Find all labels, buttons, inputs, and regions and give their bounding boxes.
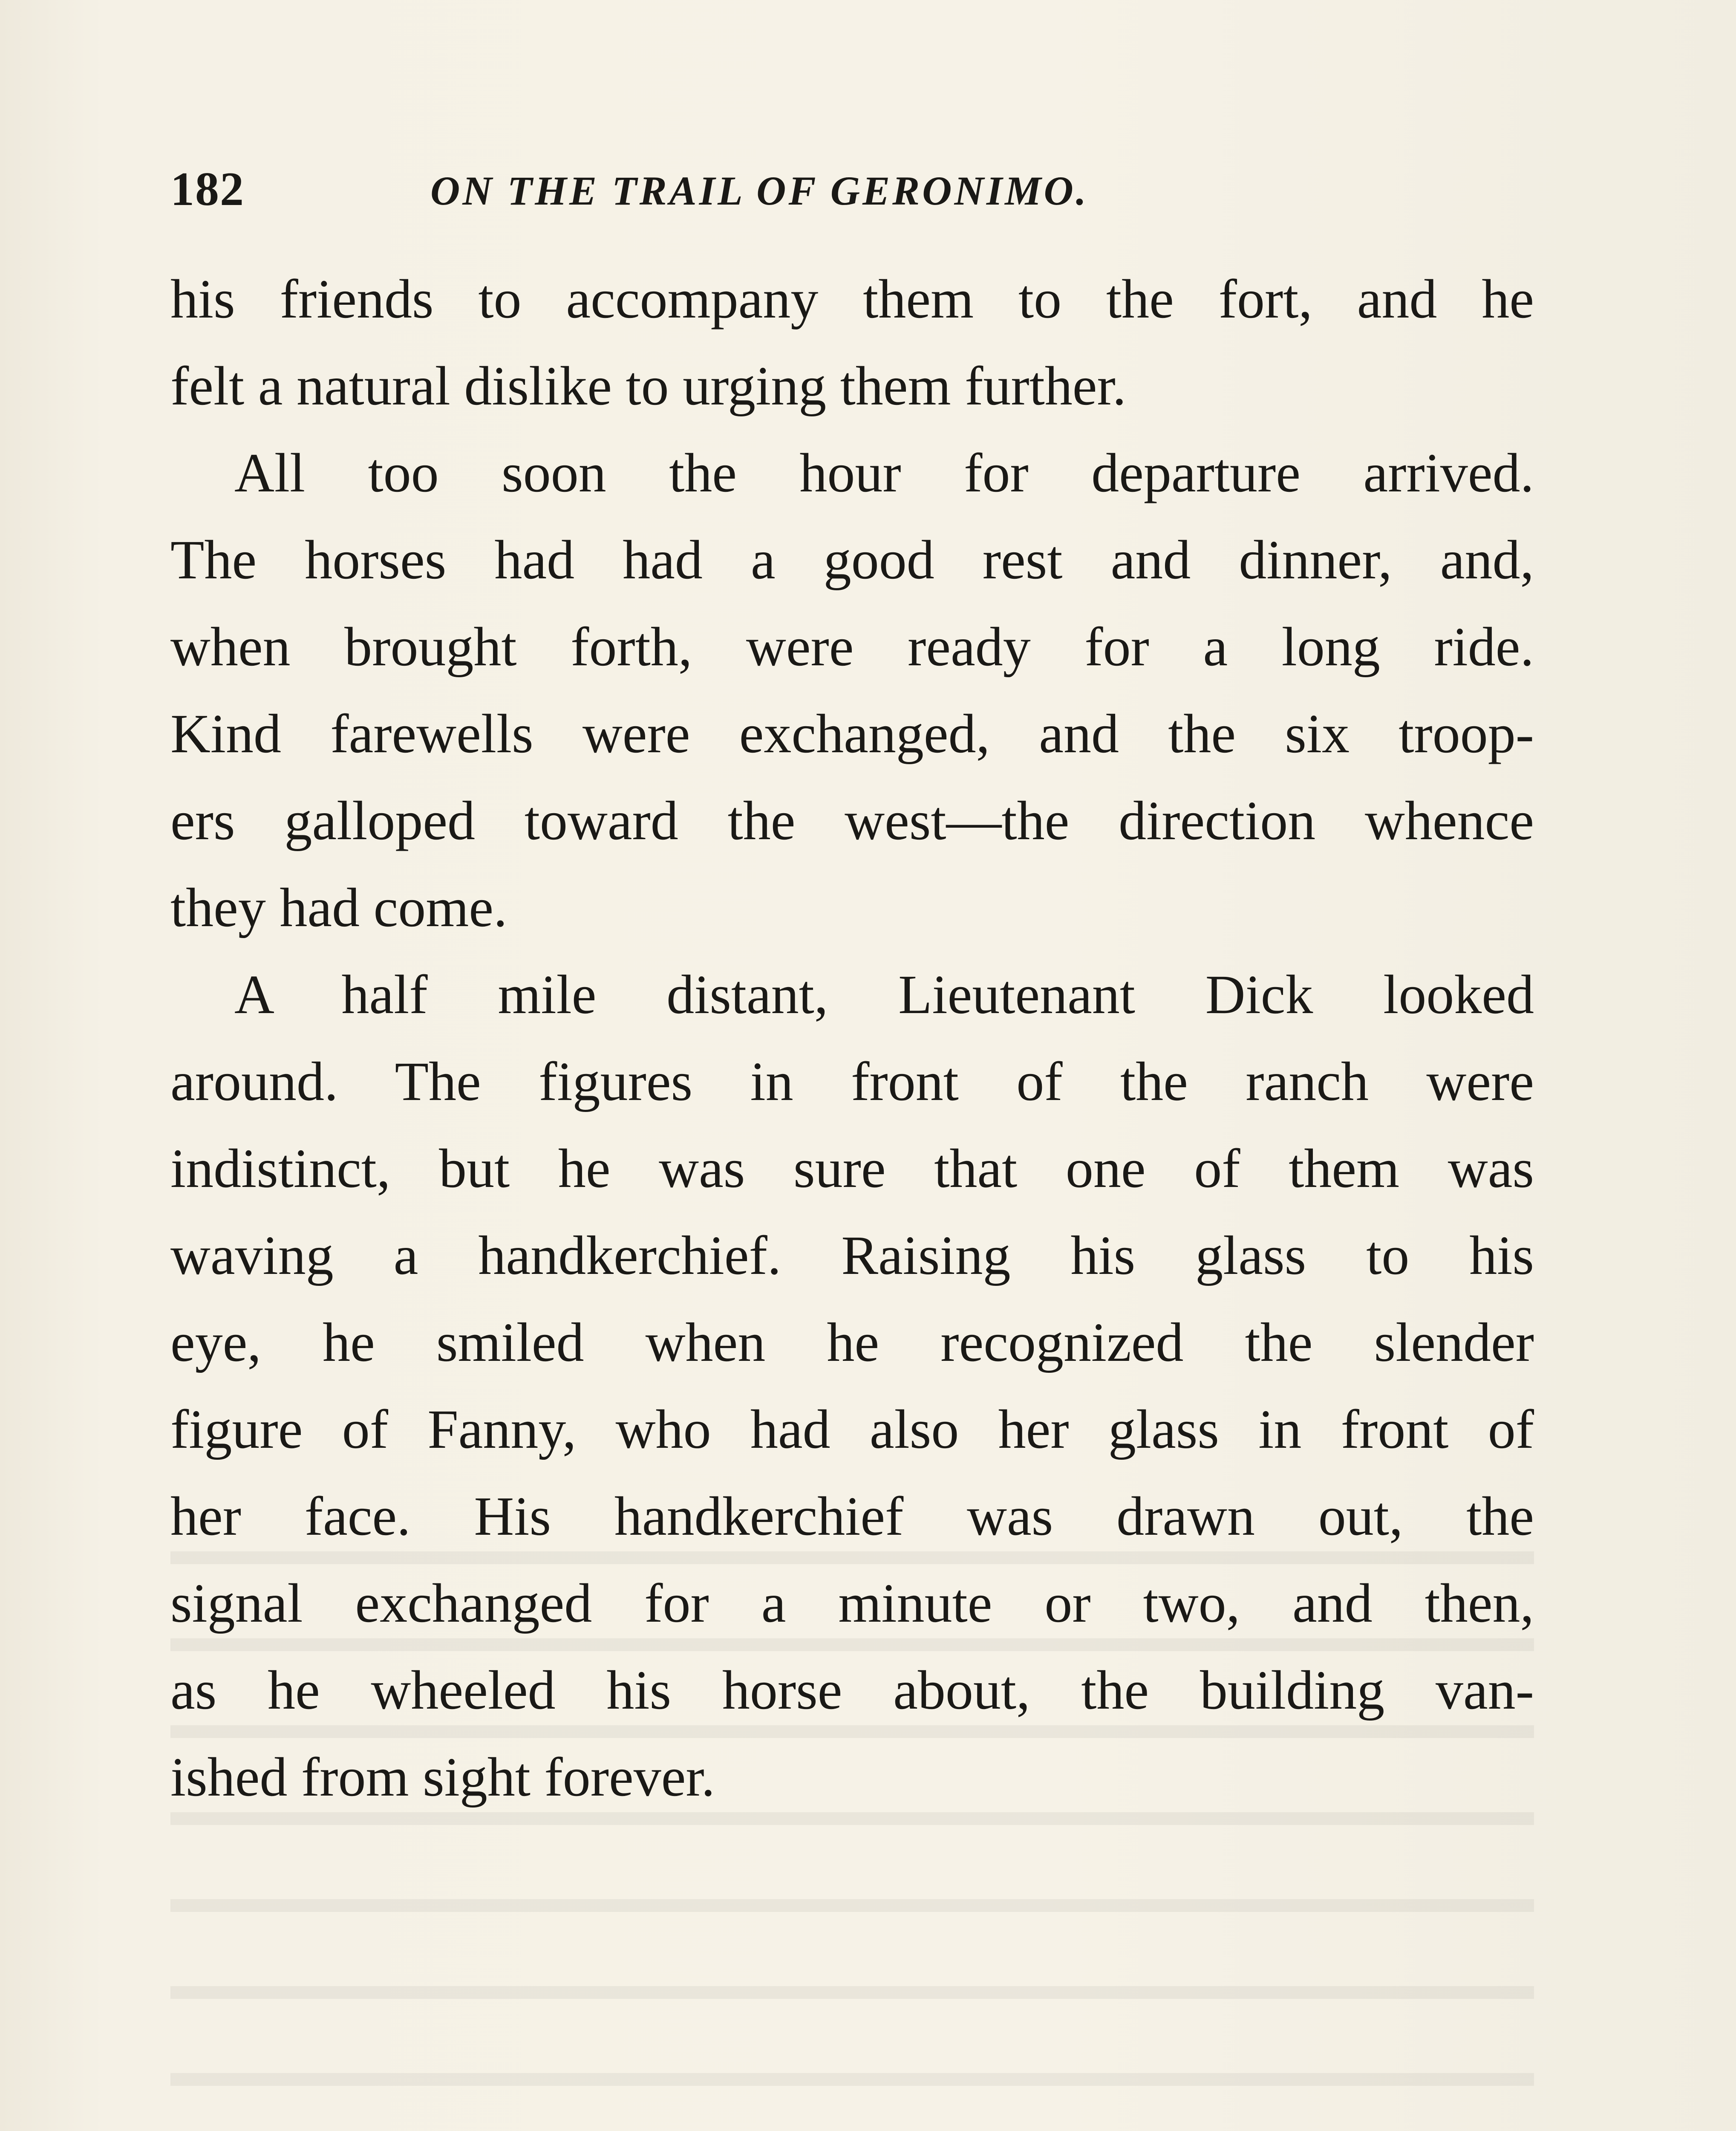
text-line: A half mile distant, Lieutenant Dick looked <box>234 964 1534 1025</box>
body-text <box>170 256 1534 1821</box>
text-line: ished from sight forever. <box>170 1747 715 1808</box>
text-line: felt a natural dislike to urging them further. <box>170 355 1127 417</box>
text-line: All too soon the hour for departure arrived. <box>234 442 1534 504</box>
text-line: figure of Fanny, who had also her glass in front of <box>170 1399 1534 1460</box>
text-line: signal exchanged for a minute or two, and then, <box>170 1573 1534 1634</box>
paragraph-2 <box>170 430 1534 951</box>
text-line: indistinct, but he was sure that one of them was <box>170 1138 1534 1199</box>
text-line: ers galloped toward the west—the direction whence <box>170 790 1534 852</box>
text-line: waving a handkerchief. Raising his glass to his <box>170 1225 1534 1286</box>
text-line: her face. His handkerchief was drawn out, the <box>170 1486 1534 1547</box>
page-number: 182 <box>170 163 245 216</box>
paragraph-1 <box>170 256 1534 430</box>
text-line: they had come. <box>170 877 508 938</box>
page-header <box>170 158 1534 217</box>
text-line: as he wheeled his horse about, the building van- <box>170 1660 1534 1721</box>
text-line: when brought forth, were ready for a long ride. <box>170 616 1534 678</box>
text-line: eye, he smiled when he recognized the slender <box>170 1312 1534 1373</box>
text-line: around. The figures in front of the ranch were <box>170 1051 1534 1112</box>
running-title: ON THE TRAIL OF GERONIMO. <box>430 168 1089 214</box>
paragraph-3 <box>170 951 1534 1821</box>
text-line: his friends to accompany them to the fort, and he <box>170 269 1534 330</box>
text-line: The horses had had a good rest and dinner, and, <box>170 529 1534 591</box>
text-line: Kind farewells were exchanged, and the six troop- <box>170 703 1534 765</box>
